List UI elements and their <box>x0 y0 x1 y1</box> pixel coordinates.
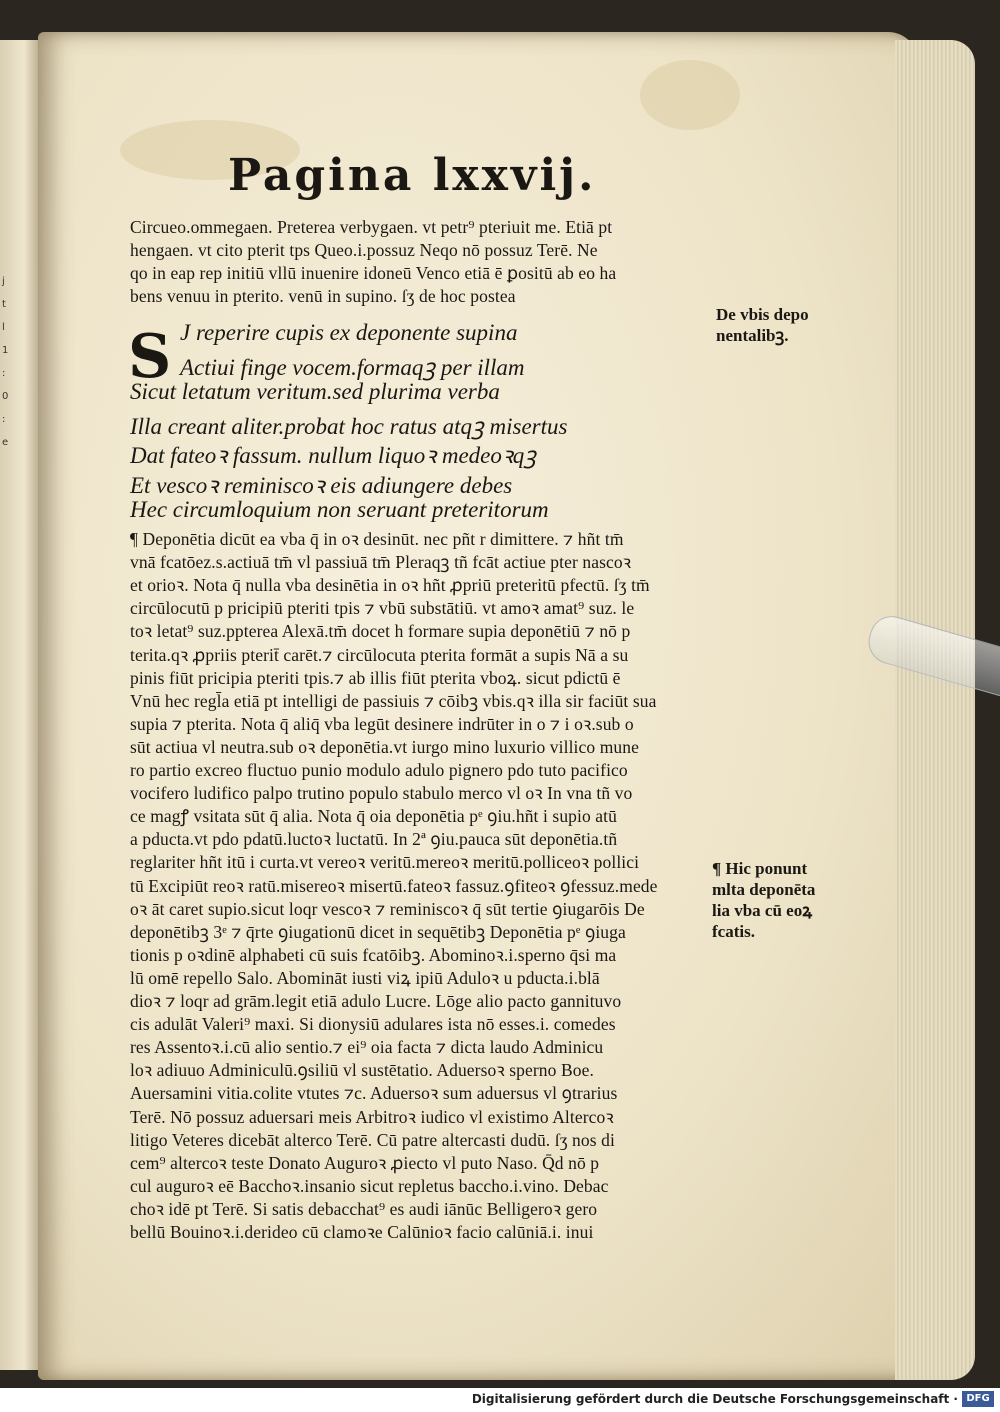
intro-line: hengaen. vt cito pterit tps Queo.i.possuz Neqo nō possuz Terē. Ne <box>130 240 598 260</box>
marginal-note-2 <box>712 858 815 942</box>
body-line: pinis fiūt pricipia pteriti tpis.⁊ ab illis fiūt pterita vboꝝ. sicut pdictū ē <box>130 667 621 688</box>
marginal-note-line: De vbis depo <box>716 305 809 324</box>
body-line: vnā fcatōez.s.actiuā tm̄ vl passiuā tm̄ Pleraqꝫ tñ fcāt actiue pter nascoꝛ <box>130 552 632 573</box>
body-line: et orioꝛ. Nota q̄ nulla vba desinētia in oꝛ hñt ꝓpriū preteritū pfectū. ſʒ tm̄ <box>130 575 650 596</box>
body-line: oꝛ āt caret supio.sicut loqr vescoꝛ ⁊ reminiscoꝛ q̄ sūt tertie ꝯiugarōis De <box>130 898 645 919</box>
marginal-note-line: ¶ Hic ponunt <box>712 859 808 878</box>
intro-line: Circueo.ommegaen. Preterea verbygaen. vt petr⁹ pteriuit me. Etiā pt <box>130 217 613 237</box>
body-line: ro partio excreo fluctuo punio modulo adulo pignero pdo tuto pacifico <box>130 760 628 780</box>
body-line: a pducta.vt pdo pdatū.luctoꝛ luctatū. In 2ª ꝯiu.pauca sūt deponētia.tñ <box>130 829 618 850</box>
body-line: vocifero ludifico palpo trutino populo stabulo merco vl oꝛ In vna tñ vo <box>130 783 633 804</box>
verse-line: J reperire cupis ex deponente supina <box>180 320 518 345</box>
body-line: circūlocutū p pricipiū pteriti tpis ⁊ vbū substātiū. vt amoꝛ amat⁹ suz. le <box>130 598 635 619</box>
left-page-marks: j t l 1 : 0 : e <box>2 276 9 448</box>
body-line: bellū Bouinoꝛ.i.derideo cū clamoꝛe Calūnioꝛ facio calūniā.i. inui <box>130 1222 594 1242</box>
marginal-note-1 <box>716 304 809 346</box>
body-line: res Assentoꝛ.i.cū alio sentio.⁊ ei⁹ oia facta ⁊ dicta laudo Adminicu <box>130 1037 604 1058</box>
marginal-note-line: nentalibꝫ. <box>716 326 789 345</box>
marginal-note-line: fcatis. <box>712 922 755 941</box>
page-header: Pagina lxxvij. <box>228 150 597 201</box>
left-page-edge <box>0 40 40 1370</box>
body-line: tū Excipiūt reoꝛ ratū.misereoꝛ misertū.fateoꝛ fassuz.ꝯfiteoꝛ ꝯfessuz.mede <box>130 875 658 896</box>
body-line: ¶ Deponētia dicūt ea vba q̄ in oꝛ desinūt. nec pñt r dimittere. ⁊ hñt tm̄ <box>130 529 624 549</box>
body-line: cem⁹ altercoꝛ teste Donato Auguroꝛ ꝓiecto vl puto Naso. Q̄d nō p <box>130 1152 600 1173</box>
body-line: loꝛ adiuuo Adminiculū.ꝯsiliū vl sustētatio. Aduersoꝛ sperno Boe. <box>130 1060 594 1081</box>
body-line: lū omē repello Salo. Abomināt iusti viꝝ ipiū Aduloꝛ u pducta.i.blā <box>130 967 600 988</box>
body-line: reglariter hñt itū i curta.vt vereoꝛ veritū.mereoꝛ meritū.polliceoꝛ pollici <box>130 852 640 873</box>
verse-line: Et vescoꝛ reminiscoꝛ eis adiungere debes <box>130 472 513 498</box>
paper-stain <box>640 60 740 130</box>
marginal-note-line: mlta deponēta <box>712 880 816 899</box>
verse-line: Actiui finge vocem.formaqꝫ per illam <box>180 354 525 380</box>
body-line: toꝛ letat⁹ suz.ppterea Alexā.tm̄ docet h formare supia deponētiū ⁊ nō p <box>130 621 631 642</box>
body-line: choꝛ idē pt Terē. Si satis debacchat⁹ es audi iānūc Belligeroꝛ gero <box>130 1198 598 1219</box>
body-line: deponētibꝫ 3ᵉ ⁊ q̄rte ꝯiugationū dicet in sequētibꝫ Deponētia pᵉ ꝯiuga <box>130 921 626 942</box>
verse-line: Dat fateoꝛ fassum. nullum liquoꝛ medeoꝛqꝫ <box>130 443 537 468</box>
verse-line: Sicut letatum veritum.sed plurima verba <box>130 379 500 404</box>
verse-line: Hec circumloquium non seruant preteritorum <box>130 497 549 522</box>
body-line: ce magꝭ vsitata sūt q̄ alia. Nota q̄ oia deponētia pᵉ ꝯiu.hñt i supio atū <box>130 806 617 827</box>
body-line: cul auguroꝛ eē Bacchoꝛ.insanio sicut repletus baccho.i.vino. Debac <box>130 1175 609 1196</box>
body-line: sūt actiua vl neutra.sub oꝛ deponētia.vt iurgo mino luxurio villico mune <box>130 736 639 757</box>
body-line: litigo Veteres dicebāt alterco Terē. Cū patre altercasti dudū. ſʒ nos di <box>130 1129 615 1150</box>
body-line: terita.qꝛ ꝓpriis pterit̄ carēt.⁊ circūlocuta pterita formāt a supis Nā a su <box>130 644 629 665</box>
body-line: cis adulāt Valeri⁹ maxi. Si dionysiū adulares ista nō esses.i. comedes <box>130 1014 616 1035</box>
body-line: Vnū hec regl̄a etiā pt intelligi de passiuis ⁊ cōibꝫ vbis.qꝛ illa sir faciūt sua <box>130 690 657 711</box>
body-line: Terē. Nō possuz aduersari meis Arbitroꝛ iudico vl existimo Altercoꝛ <box>130 1106 614 1127</box>
page-block-edge <box>895 40 975 1380</box>
dfg-logo: DFG <box>962 1391 994 1407</box>
verse-line: Illa creant aliter.probat hoc ratus atqꝫ misertus <box>130 413 568 439</box>
footer-credit: Digitalisierung gefördert durch die Deutsche Forschungsgemeinschaft · <box>471 1392 958 1406</box>
intro-line: bens venuu in pterito. venū in supino. ſʒ de hoc postea <box>130 286 516 306</box>
marginal-note-line: lia vba cū eoꝝ <box>712 901 813 920</box>
body-line: Auersamini vitia.colite vtutes ⁊c. Aduersoꝛ sum aduersus vl ꝯtrarius <box>130 1083 618 1104</box>
body-line: supia ⁊ pterita. Nota q̄ aliq̄ vba legūt desinere indrūter in o ⁊ i oꝛ.sub o <box>130 713 634 734</box>
decorated-initial: S <box>128 322 172 392</box>
body-line: tionis p oꝛdinē alphabeti cū suis fcatōibꝫ. Abominoꝛ.i.sperno q̄si ma <box>130 944 617 965</box>
intro-line: qo in eap rep initiū vllū inuenire idoneū Venco etiā ē ꝑositū ab eo ha <box>130 263 617 283</box>
body-line: dioꝛ ⁊ loqr ad grām.legit etiā adulo Lucre. Lōge alio pacto gannituvo <box>130 991 622 1011</box>
